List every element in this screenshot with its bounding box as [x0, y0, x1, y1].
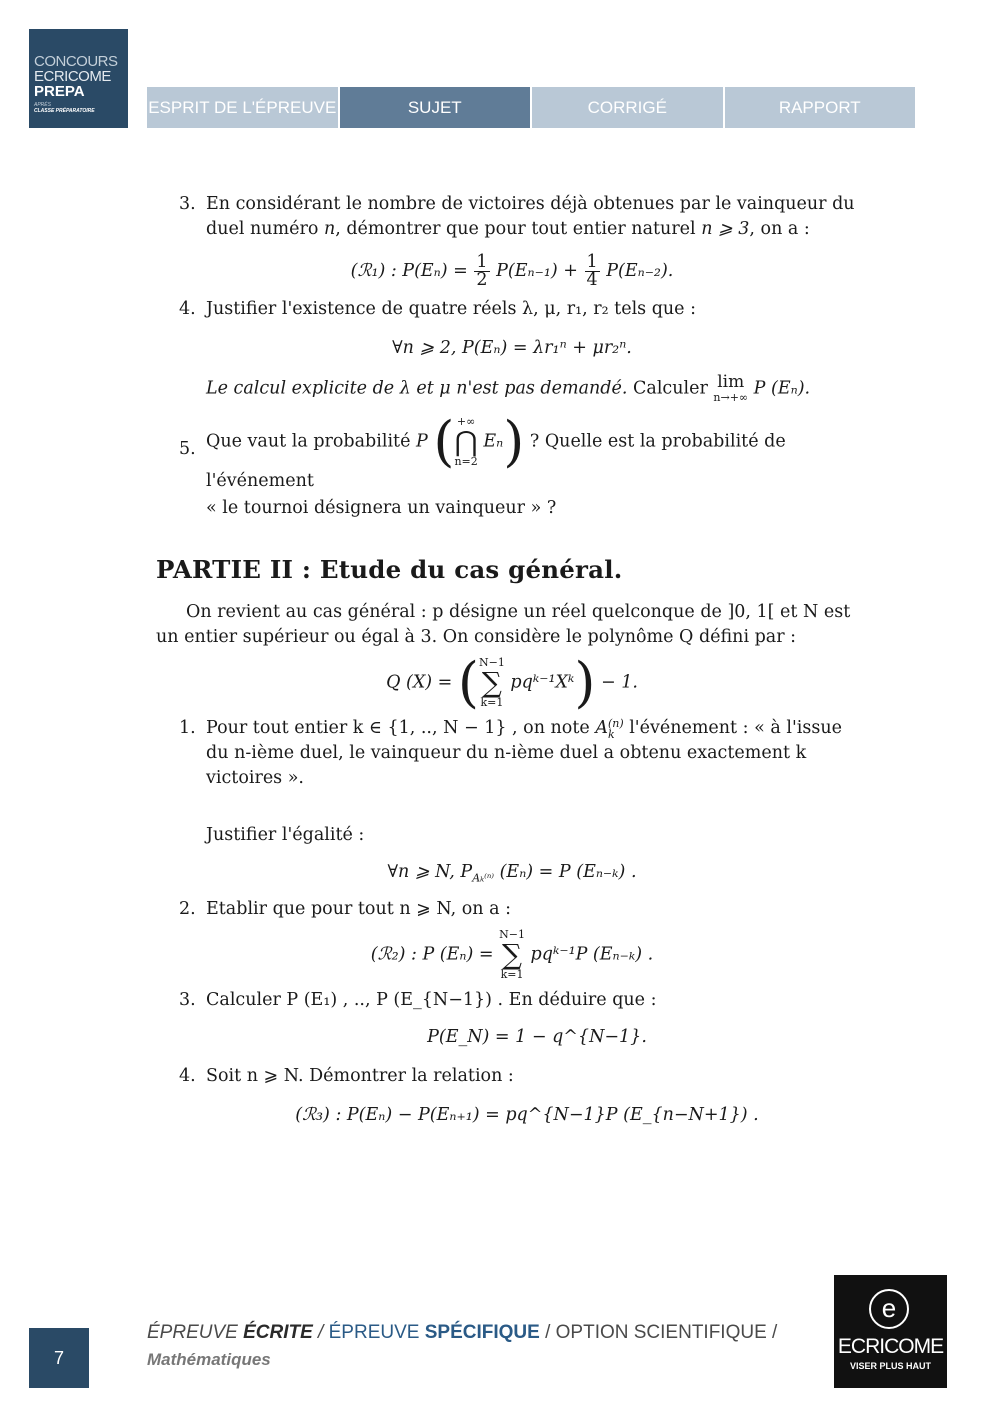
question-3: [156, 192, 868, 242]
equation-q: [156, 651, 868, 714]
question-4-note: [156, 373, 868, 405]
var-n: n: [323, 219, 336, 239]
eq-part: Q (X) =: [386, 672, 453, 693]
lim-op: lim: [717, 372, 745, 392]
cap-top: +∞: [456, 415, 476, 428]
lim-sub: n→+∞: [713, 391, 749, 404]
eq-part: (ℛ₂) : P (Eₙ) =: [370, 944, 494, 965]
question-text: Justifier l'égalité :: [206, 825, 365, 845]
question-number: 1.: [179, 718, 196, 738]
prob-symbol: P: [416, 431, 428, 452]
logo-line-classe: CLASSE PRÉPARATOIRE: [34, 108, 95, 114]
sum: [479, 656, 505, 710]
concours-logo: [29, 29, 128, 128]
eq-part: (ℛ₁) : P(Eₙ) =: [350, 261, 468, 281]
equation-r2: [156, 928, 868, 982]
intersection: [454, 415, 477, 469]
note-text: Le calcul explicite de λ et μ n'est pas demandé.: [206, 378, 628, 399]
event-symbol: A: [595, 718, 608, 738]
numerator: 1: [476, 252, 488, 272]
footer-option: / OPTION SCIENTIFIQUE /: [539, 1322, 778, 1343]
fraction: [585, 254, 600, 289]
sum-op: ∑: [502, 938, 523, 971]
eq-part: − 1.: [600, 672, 638, 693]
condition: n ⩾ 3: [701, 219, 750, 239]
eq-part: P(Eₙ₋₁) +: [496, 261, 578, 281]
section-tabs: [147, 87, 915, 128]
brand-name: ECRICOME: [837, 1335, 944, 1358]
tab-esprit[interactable]: ESPRIT DE L'ÉPREUVE: [147, 87, 338, 128]
eq-part: P(Eₙ₋₂).: [606, 261, 674, 281]
footer-sep: /: [312, 1322, 329, 1343]
question-text: l'événement : « à l'issue du: [206, 718, 842, 763]
logo-line-prepa: PREPA: [34, 83, 85, 100]
question-text: ? Quelle est la probabilité de l'événement: [206, 431, 786, 491]
intro-line: entier supérieur ou égal à 3. On considère le polynôme Q défini par :: [184, 627, 797, 647]
left-paren: (: [457, 651, 479, 714]
cap-arg: Eₙ: [483, 431, 504, 452]
question-text: , on a :: [749, 219, 810, 239]
part2-question-4: [156, 1064, 868, 1089]
exam-content: [156, 192, 868, 1128]
tab-rapport[interactable]: RAPPORT: [725, 87, 916, 128]
question-number: 3.: [179, 194, 196, 214]
footer-epreuve-2: ÉPREUVE: [328, 1322, 425, 1343]
denominator: 2: [476, 270, 488, 290]
part-intro: [156, 600, 868, 650]
eq-part: (Eₙ) = P (Eₙ₋ₖ) .: [499, 862, 637, 882]
part2-question-2: [156, 897, 868, 922]
equation-pen: P(E_N) = 1 − q^{N−1}.: [427, 1027, 647, 1047]
question-5: [156, 410, 868, 521]
question-text: Calculer P (E₁) , .., P (E_{N−1}) . En déduire que :: [206, 990, 657, 1010]
sum-top: N−1: [479, 656, 505, 669]
footer-epreuve: ÉPREUVE: [147, 1322, 244, 1343]
cap-op: ⋂: [454, 425, 478, 458]
left-paren: (: [433, 410, 455, 473]
question-number: 4.: [179, 299, 196, 319]
question-number: 4.: [179, 1066, 196, 1086]
sum-bottom: k=1: [500, 968, 524, 981]
equation-r3: (ℛ₃) : P(Eₙ) − P(Eₙ₊₁) = pq^{N−1}P (E_{n−N+1}) .: [295, 1105, 759, 1125]
equation-r1: [156, 254, 868, 289]
equation-conditional: [156, 860, 868, 885]
equation-lambda-mu: ∀n ⩾ 2, P(Eₙ) = λr₁ⁿ + μr₂ⁿ.: [392, 338, 632, 358]
lim-target: P (Eₙ).: [753, 378, 811, 399]
sum-bottom: k=1: [480, 696, 504, 709]
denominator: 4: [586, 270, 598, 290]
fraction: [474, 254, 489, 289]
question-text: Que vaut la probabilité: [206, 431, 411, 452]
e-icon: e: [869, 1289, 909, 1329]
brand-slogan: VISER PLUS HAUT: [849, 1361, 931, 1371]
question-text: En considérant le nombre de victoires déjà obtenues par le vainqueur du duel numéro: [206, 194, 855, 239]
question-text: Justifier l'existence de quatre réels λ, μ, r₁, r₂ tels que :: [206, 299, 696, 319]
footer-ecrite: ÉCRITE: [243, 1322, 313, 1343]
limit: [713, 373, 748, 405]
part2-question-3: [156, 988, 868, 1013]
right-paren: ): [574, 651, 596, 714]
ecricome-logo: [834, 1275, 947, 1388]
question-text: Pour tout entier k ∈ {1, .., N − 1} , on note: [206, 718, 590, 738]
page-number: 7: [29, 1328, 89, 1388]
sum-term: pqᵏ⁻¹Xᵏ: [510, 672, 575, 693]
logo-line-ecricome: ECRICOME: [34, 68, 111, 85]
numerator: 1: [586, 252, 598, 272]
sum: [499, 928, 525, 982]
sum-top: N−1: [499, 928, 525, 941]
question-text: Etablir que pour tout n ⩾ N, on a :: [206, 899, 511, 919]
note-text: Calculer: [633, 378, 708, 399]
tab-corrige[interactable]: CORRIGÉ: [532, 87, 723, 128]
sum-op: ∑: [481, 666, 502, 699]
part2-question-1: [156, 716, 868, 848]
question-text: n-ième duel, le vainqueur du n-ième duel a obtenu exactement k victoires ».: [206, 743, 807, 788]
eq-part: pqᵏ⁻¹P (Eₙ₋ₖ) .: [530, 944, 654, 965]
eq-part: ∀n ⩾ N, P: [387, 862, 473, 882]
question-number: 5.: [179, 439, 196, 459]
logo-line-apres: APRÈS: [34, 102, 51, 108]
question-text: , démontrer que pour tout entier naturel: [335, 219, 702, 239]
footer-subject: Mathématiques: [147, 1350, 271, 1369]
question-text: « le tournoi désignera un vainqueur » ?: [206, 498, 557, 518]
footer-exam-line: [147, 1322, 777, 1344]
footer-specifique: SPÉCIFIQUE: [424, 1322, 540, 1343]
event-indices: [608, 718, 624, 740]
question-text: Soit n ⩾ N. Démontrer la relation :: [206, 1066, 514, 1086]
question-4: [156, 297, 868, 322]
question-number: 3.: [179, 990, 196, 1010]
tab-sujet[interactable]: SUJET: [340, 87, 531, 128]
right-paren: ): [503, 410, 525, 473]
question-number: 2.: [179, 899, 196, 919]
part-title: PARTIE II : Etude du cas général.: [156, 555, 623, 584]
eq-sub: Aₖ⁽ⁿ⁾: [472, 871, 495, 885]
cap-bottom: n=2: [454, 455, 478, 468]
event-sup: (n): [607, 716, 624, 730]
intro-line: On revient au cas général : p désigne un réel quelconque de ]0, 1[ et N est un: [156, 602, 851, 647]
event-sub: k: [607, 727, 615, 741]
logo-line-concours: CONCOURS: [34, 53, 118, 70]
